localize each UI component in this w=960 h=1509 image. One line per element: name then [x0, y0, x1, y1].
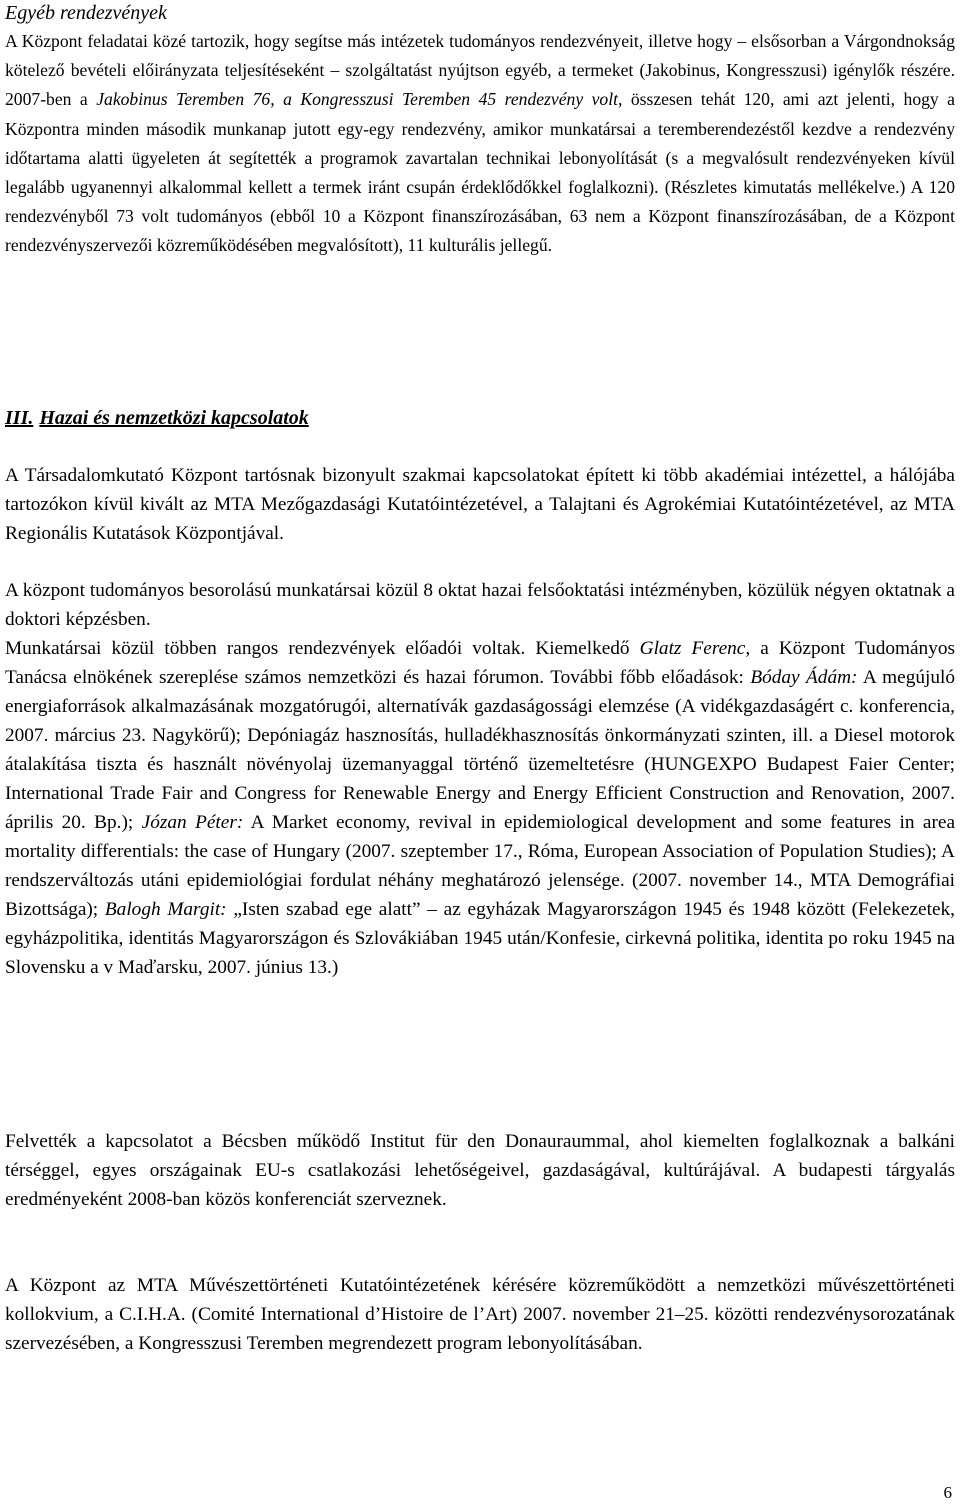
events-paragraph — [5, 27, 955, 261]
events-heading: Egyéb rendezvények — [5, 2, 167, 24]
relations-p3-name-balogh: Balogh Margit: — [104, 899, 227, 920]
relations-paragraph-2: A központ tudományos besorolású munkatársai közül 8 oktat hazai felsőoktatási intézményben, közülük négyen oktatnak a doktori képzésben. — [5, 580, 955, 630]
relations-paragraph-5: A Központ az MTA Művészettörténeti Kutatóintézetének kérésére közreműködött a nemzetközi művészettörténeti kollokvium, a C.I.H.A. (Comité International d’Histoire de l’Art) 2007. november 21–25. közötti rendezvénysorozatának szervezésében, a Kongresszusi Teremben megrendezett program lebonyolításában. — [5, 1275, 955, 1354]
relations-paragraph-4: Felvették a kapcsolatot a Bécsben működő Institut für den Donauraummal, ahol kiemelten foglalkoznak a balkáni térséggel, egyes országainak EU-s csatlakozási lehetőségeivel, gazdaságával, kultúrájával. A budapesti tárgyalás eredményeként 2008-ban közös konferenciát szerveznek. — [5, 1131, 955, 1210]
relations-p3-text-b: a Központ Tudományos Tanácsa elnökének szereplése számos nemzetközi és hazai fórumon. További főbb előadások: — [5, 638, 955, 688]
relations-paragraph-3 — [5, 634, 955, 982]
events-paragraph-text-b: összesen tehát 120, ami azt jelenti, hogy a Központra minden második munkanap jutott egy-egy rendezvény, amikor munkatársai a teremberendezéstől kezdve a rendezvény időtartama alatti ügyeleten át segítették a programok zavartalan technikai lebonyolítását (s a megvalósult rendezvényeken kívül legalább ugyanennyi alkalommal kellett a termek iránt csupán érdeklődőkkel foglalkozni). (Részletes kimutatás mellékelve.) A 120 rendezvényből 73 volt tudományos (ebből 10 a Központ finanszírozásában, 63 nem a Központ finanszírozásában, de a Központ rendezvényszervezői közreműködésében megvalósított), 11 kulturális jellegű. — [5, 89, 955, 256]
relations-p3-name-jozan: Józan Péter: — [141, 812, 244, 833]
events-paragraph-text-a: A Központ feladatai közé tartozik, hogy segítse más intézetek tudományos rendezvényeit, illetve hogy – elsősorban a Várgondnokság kötelező bevételi előirányzata teljesítéseként – szolgáltatást nyújtson egyéb, a termeket (Jakobinus, Kongresszusi) igénylők részére. 2007-ben a — [5, 31, 955, 110]
events-paragraph-italic: Jakobinus Teremben 76, a Kongresszusi Teremben 45 rendezvény volt, — [96, 89, 623, 110]
relations-p3-text-c: A megújuló energiaforrások alkalmazásának mozgatórugói, alternatívák gazdaságossági elemzése (A vidékgazdaságért c. konferencia, 2007. március 23. Nagykörű); Depóniagáz hasznosítás, hulladékhasznosítás önkormányzati szinten, ill. a Diesel motorok átalakítása tiszta és használt növényolaj üzemanyaggal történő üzemeltetésre (HUNGEXPO Budapest Faier Center; International Trade Fair and Congress for Renewable Energy and Energy Efficient Construction and Renovation, 2007. április 20. Bp.); — [5, 667, 956, 833]
section-number: III. — [5, 407, 34, 429]
relations-p3-text-e: „Isten szabad ege alatt” – az egyházak Magyarországon 1945 és 1948 között (Felekezetek, egyházpolitika, identitás Magyarországon és Szlovákiában 1945 után/Konfesie, cirkevná politika, identita po roku 1945 na Slovensku a v Maďarsku, 2007. június 13.) — [5, 899, 955, 978]
relations-paragraph-1: A Társadalomkutató Központ tartósnak bizonyult szakmai kapcsolatokat épített ki több akadémiai intézettel, a hálójába tartozókon kívül kivált az MTA Mezőgazdasági Kutatóintézetével, a Talajtani és Agrokémiai Kutatóintézetével, az MTA Regionális Kutatások Központjával. — [5, 465, 955, 544]
section-title — [5, 404, 309, 432]
relations-p3-text-a: Munkatársai közül többen rangos rendezvények előadói voltak. Kiemelkedő — [5, 638, 640, 659]
page-number: 6 — [943, 1483, 952, 1502]
relations-p3-name-boday: Bóday Ádám: — [750, 667, 858, 688]
relations-p3-text-d: A Market economy, revival in epidemiological development and some features in area mortality differentials: the case of Hungary (2007. szeptember 17., Róma, European Association of Population Studies); A rendszerváltozás utáni epidemiológiai fordulat néhány meghatározó jelensége. (2007. november 14., MTA Demográfiai Bizottsága); — [5, 812, 956, 920]
section-title-text: Hazai és nemzetközi kapcsolatok — [39, 407, 309, 429]
relations-p3-name-glatz: Glatz Ferenc, — [639, 638, 751, 659]
